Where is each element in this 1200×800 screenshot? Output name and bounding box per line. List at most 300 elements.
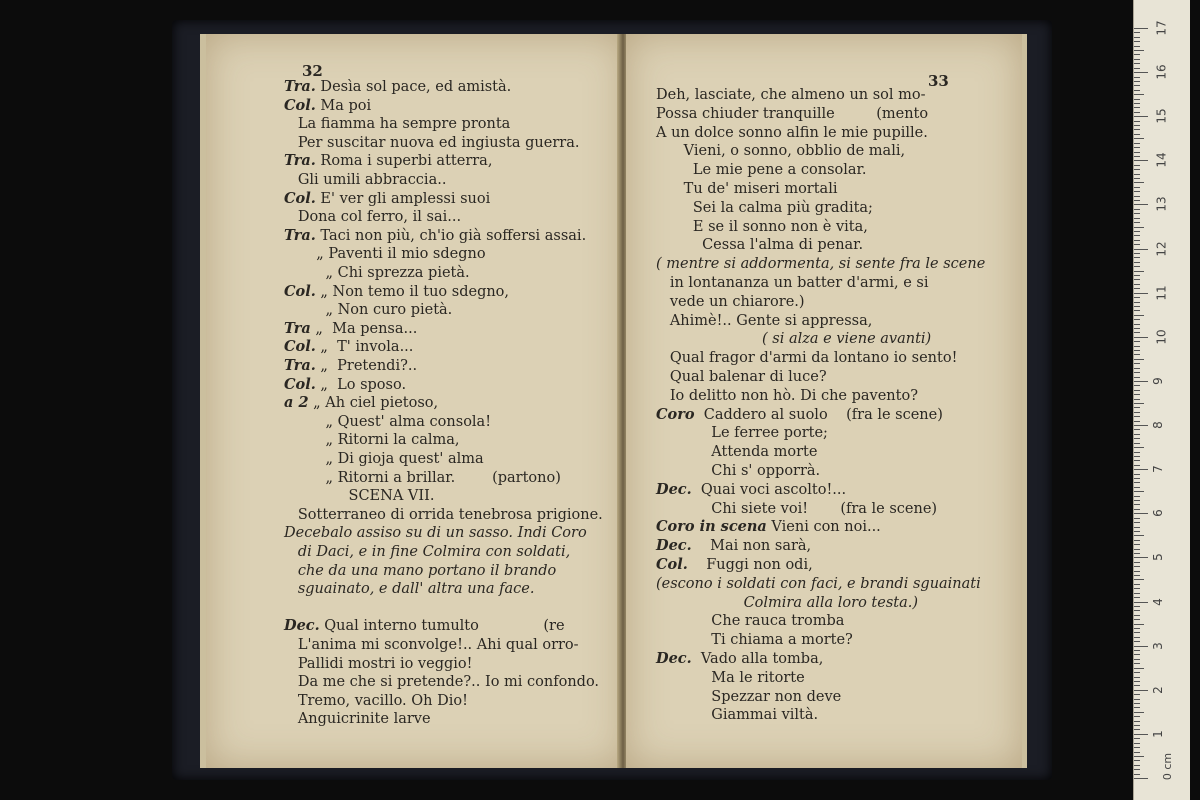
speaker-label: Col. xyxy=(284,282,316,300)
ruler-tick xyxy=(1134,332,1140,333)
ruler-tick xyxy=(1134,677,1140,678)
line-text: Chi siete voi! (fra le scene) xyxy=(656,500,938,517)
ruler-tick xyxy=(1134,257,1140,258)
line-text: Mai non sarà, xyxy=(691,538,812,555)
text-line xyxy=(284,227,586,245)
line-text: Roma i superbi atterra, xyxy=(315,153,493,170)
line-text: Vado alla tomba, xyxy=(691,651,824,667)
ruler-tick xyxy=(1134,549,1140,550)
ruler-tick xyxy=(1134,637,1140,638)
ruler-tick xyxy=(1134,685,1140,686)
line-text: L'anima mi sconvolge!.. Ahi qual orro- xyxy=(284,637,579,653)
ruler-tick xyxy=(1134,416,1140,417)
ruler-tick xyxy=(1134,641,1140,642)
ruler-tick xyxy=(1134,156,1140,157)
line-text: Deh, lasciate, che almeno un sol mo- xyxy=(656,87,926,103)
line-text: Le mie pene a consolar. xyxy=(656,162,867,179)
ruler-tick xyxy=(1134,328,1140,329)
ruler-tick xyxy=(1134,240,1140,241)
ruler-tick xyxy=(1134,116,1148,117)
speaker-label: Dec. xyxy=(656,537,692,555)
line-text: Taci non più, ch'io già soffersi assai. xyxy=(315,227,587,244)
ruler-number: 2 xyxy=(1150,685,1165,694)
text-line xyxy=(284,710,431,728)
ruler-tick xyxy=(1134,138,1144,139)
ruler-tick xyxy=(1134,77,1140,78)
line-text: Chi s' opporrà. xyxy=(656,463,821,479)
line-text: Ti chiama a morte? xyxy=(656,632,853,649)
ruler-tick xyxy=(1134,46,1140,47)
line-text: Vieni, o sonno, obblio de mali, xyxy=(656,143,906,160)
text-line xyxy=(284,134,579,152)
line-text: Tremo, vacillo. Oh Dio! xyxy=(284,692,468,709)
text-line xyxy=(284,636,579,654)
ruler-tick xyxy=(1134,760,1140,761)
ruler-tick xyxy=(1134,460,1140,461)
ruler-tick xyxy=(1134,518,1140,519)
text-line xyxy=(284,506,603,524)
line-text: Vieni con noi... xyxy=(766,519,881,536)
ruler-tick xyxy=(1134,253,1140,254)
ruler-tick xyxy=(1134,496,1140,497)
ruler-tick xyxy=(1134,94,1144,95)
line-text: Sotterraneo di orrida tenebrosa prigione. xyxy=(284,506,603,523)
text-line xyxy=(284,152,492,170)
text-line xyxy=(284,450,484,468)
text-line xyxy=(656,218,868,236)
ruler-tick xyxy=(1134,734,1148,735)
ruler-tick xyxy=(1134,200,1140,201)
ruler-tick xyxy=(1134,707,1140,708)
ruler-tick xyxy=(1134,456,1140,457)
ruler-tick xyxy=(1134,50,1144,51)
ruler-tick xyxy=(1134,213,1140,214)
ruler-tick xyxy=(1134,429,1140,430)
line-text: Qual interno tumulto (re xyxy=(319,618,565,635)
text-line xyxy=(284,673,599,691)
line-text: Decebalo assiso su di un sasso. Indi Coro xyxy=(284,525,587,542)
line-text: che da una mano portano il brando xyxy=(284,562,557,579)
text-line xyxy=(284,115,510,133)
text-line xyxy=(656,199,873,217)
line-text: „ Di gioja quest' alma xyxy=(284,451,484,467)
text-line xyxy=(656,142,905,160)
speaker-label: Tra. xyxy=(284,226,316,244)
ruler-tick xyxy=(1134,527,1140,528)
line-text: Le ferree porte; xyxy=(656,425,828,442)
line-text: „ Pretendi?.. xyxy=(315,358,418,374)
text-line xyxy=(656,293,805,311)
ruler-tick xyxy=(1134,165,1140,166)
ruler-tick xyxy=(1134,615,1140,616)
ruler-tick xyxy=(1134,178,1140,179)
line-text: Io delitto non hò. Di che pavento? xyxy=(656,387,918,404)
text-line xyxy=(284,301,452,319)
text-line xyxy=(656,500,937,518)
text-line xyxy=(656,462,820,480)
ruler-tick xyxy=(1134,602,1148,603)
ruler-number: 15 xyxy=(1154,108,1169,124)
ruler-tick xyxy=(1134,478,1140,479)
speaker-label: Dec. xyxy=(656,480,692,498)
ruler-tick xyxy=(1134,712,1144,713)
ruler-tick xyxy=(1134,399,1140,400)
speaker-label: Coro in scena xyxy=(656,518,767,536)
line-text: ( mentre si addormenta, si sente fra le scene xyxy=(656,256,986,273)
ruler-number: 1 xyxy=(1150,730,1165,738)
text-line xyxy=(284,524,587,542)
line-text: Ma le ritorte xyxy=(656,669,805,686)
ruler-tick xyxy=(1134,535,1144,536)
ruler-tick xyxy=(1134,738,1140,739)
text-line xyxy=(656,481,846,499)
line-text: Per suscitar nuova ed ingiusta guerra. xyxy=(284,134,580,151)
ruler-tick xyxy=(1134,769,1140,770)
ruler-tick xyxy=(1134,628,1140,629)
ruler-tick xyxy=(1134,341,1140,342)
ruler-tick xyxy=(1134,752,1140,753)
speaker-label: Col. xyxy=(284,338,316,356)
ruler-tick xyxy=(1134,63,1140,64)
ruler-tick xyxy=(1134,694,1140,695)
ruler-tick xyxy=(1134,504,1140,505)
ruler-tick xyxy=(1134,196,1140,197)
text-line xyxy=(284,543,570,561)
ruler-tick xyxy=(1134,275,1140,276)
ruler-tick xyxy=(1134,262,1140,263)
ruler-tick xyxy=(1134,403,1144,404)
line-text: Caddero al suolo (fra le scene) xyxy=(694,406,943,423)
ruler-tick xyxy=(1134,522,1140,523)
line-text: ( si alza e viene avanti) xyxy=(656,331,932,348)
text-line xyxy=(656,706,818,724)
text-line xyxy=(284,469,561,487)
ruler-tick xyxy=(1134,571,1140,572)
ruler-tick xyxy=(1134,244,1140,245)
text-line xyxy=(656,443,817,461)
line-text: Tu de' miseri mortali xyxy=(656,181,838,197)
ruler-number: 7 xyxy=(1150,465,1165,473)
ruler-tick xyxy=(1134,469,1148,470)
ruler-tick xyxy=(1134,619,1140,620)
speaker-label: Dec. xyxy=(656,650,692,667)
line-text: „ Ritorni a brillar. (partono) xyxy=(284,469,561,486)
ruler-tick xyxy=(1134,509,1140,510)
ruler-tick xyxy=(1134,231,1140,232)
ruler-tick xyxy=(1134,465,1140,466)
line-text: Gli umili abbraccia.. xyxy=(284,172,447,188)
ruler-tick xyxy=(1134,544,1140,545)
ruler-tick xyxy=(1134,324,1140,325)
ruler-number: 11 xyxy=(1154,285,1169,301)
ruler-tick xyxy=(1134,310,1140,311)
ruler-number: 6 xyxy=(1150,509,1165,518)
ruler-number: 3 xyxy=(1150,641,1165,650)
text-line xyxy=(656,424,828,442)
text-line xyxy=(656,556,813,574)
ruler-tick xyxy=(1134,99,1140,100)
ruler-tick xyxy=(1134,487,1140,488)
ruler-tick xyxy=(1134,227,1144,228)
text-line xyxy=(284,376,406,394)
ruler-tick xyxy=(1134,610,1140,611)
line-text: „ Chi sprezza pietà. xyxy=(284,265,470,281)
ruler-tick xyxy=(1134,337,1148,338)
speaker-label: Tra. xyxy=(284,357,316,374)
ruler-tick xyxy=(1134,725,1140,726)
ruler-tick xyxy=(1134,756,1144,757)
ruler-tick xyxy=(1134,152,1140,153)
measuring-ruler xyxy=(1133,0,1190,800)
line-text: (escono i soldati con faci, e brandi sguainati xyxy=(656,575,981,592)
ruler-tick xyxy=(1134,85,1140,86)
ruler-tick xyxy=(1134,681,1140,682)
text-line xyxy=(656,236,863,254)
ruler-tick xyxy=(1134,663,1140,664)
line-text: Fuggi non odi, xyxy=(687,557,813,573)
ruler-tick xyxy=(1134,513,1148,514)
ruler-tick xyxy=(1134,315,1144,316)
page-number: 32 xyxy=(302,62,323,80)
ruler-tick xyxy=(1134,143,1140,144)
ruler-tick xyxy=(1134,121,1140,122)
ruler-number: 13 xyxy=(1154,196,1169,213)
text-line xyxy=(284,394,438,412)
text-line xyxy=(656,330,931,348)
ruler-tick xyxy=(1134,721,1140,722)
text-line xyxy=(656,349,957,367)
ruler-tick xyxy=(1134,359,1144,360)
speaker-label: a 2 xyxy=(284,394,309,412)
ruler-tick xyxy=(1134,588,1140,589)
speaker-label: Coro xyxy=(656,405,695,423)
text-line xyxy=(284,562,556,580)
line-text: E se il sonno non è vita, xyxy=(656,218,868,235)
line-text: „ Quest' alma consola! xyxy=(284,413,492,430)
ruler-tick xyxy=(1134,129,1140,130)
line-text: Possa chiuder tranquille (mento xyxy=(656,105,929,122)
ruler-number: 9 xyxy=(1150,377,1165,385)
line-text: Desìa sol pace, ed amistà. xyxy=(315,79,512,95)
ruler-tick xyxy=(1134,284,1140,285)
text-line xyxy=(284,357,417,375)
line-text: Ma poi xyxy=(315,97,372,114)
text-line xyxy=(656,688,841,706)
ruler-number: 8 xyxy=(1150,421,1165,429)
speaker-label: Tra. xyxy=(284,152,316,170)
ruler-tick xyxy=(1134,319,1140,320)
ruler-tick xyxy=(1134,747,1140,748)
ruler-tick xyxy=(1134,584,1140,585)
speaker-label: Col. xyxy=(284,375,316,393)
ruler-tick xyxy=(1134,368,1140,369)
ruler-tick xyxy=(1134,668,1144,669)
line-text: Da me che si pretende?.. Io mi confondo. xyxy=(284,674,600,691)
ruler-tick xyxy=(1134,452,1140,453)
ruler-tick xyxy=(1134,209,1140,210)
text-line xyxy=(284,580,534,598)
line-text: „ Non temo il tuo sdegno, xyxy=(315,283,510,300)
speaker-label: Tra. xyxy=(284,78,316,95)
line-text: SCENA VII. xyxy=(284,488,435,505)
text-line xyxy=(284,190,490,208)
ruler-tick xyxy=(1134,443,1140,444)
ruler-tick xyxy=(1134,390,1140,391)
ruler-tick xyxy=(1134,553,1140,554)
text-line xyxy=(284,413,491,431)
text-line xyxy=(656,105,928,123)
text-line xyxy=(284,283,509,301)
text-line xyxy=(656,631,853,649)
line-text: „ Paventi il mio sdegno xyxy=(284,246,486,263)
ruler-tick xyxy=(1134,394,1140,395)
ruler-tick xyxy=(1134,297,1140,298)
speaker-label: Dec. xyxy=(284,617,320,635)
ruler-tick xyxy=(1134,703,1140,704)
ruler-tick xyxy=(1134,654,1140,655)
line-text: Giammai viltà. xyxy=(656,707,819,724)
ruler-tick xyxy=(1134,385,1140,386)
text-line xyxy=(656,575,981,593)
line-text: „ Ritorni la calma, xyxy=(284,432,460,449)
ruler-tick xyxy=(1134,447,1144,448)
ruler-tick xyxy=(1134,174,1140,175)
ruler-tick xyxy=(1134,690,1148,691)
ruler-tick xyxy=(1134,562,1140,563)
text-line xyxy=(656,180,837,198)
text-line xyxy=(284,208,461,226)
ruler-tick xyxy=(1134,650,1140,651)
ruler-tick xyxy=(1134,302,1140,303)
ruler-tick xyxy=(1134,279,1140,280)
ruler-tick xyxy=(1134,575,1140,576)
ruler-tick xyxy=(1134,774,1140,775)
ruler-tick xyxy=(1134,729,1140,730)
line-text: „ Ma pensa... xyxy=(310,320,418,337)
text-line xyxy=(656,255,985,273)
ruler-tick xyxy=(1134,632,1140,633)
line-text: „ Non curo pietà. xyxy=(284,302,453,319)
ruler-tick xyxy=(1134,288,1140,289)
text-line xyxy=(656,518,881,536)
text-line xyxy=(284,245,486,263)
line-text: Anguicrinite larve xyxy=(284,711,431,728)
ruler-tick xyxy=(1134,160,1148,161)
text-line xyxy=(284,338,413,356)
line-text: Spezzar non deve xyxy=(656,688,842,705)
text-line xyxy=(656,161,867,179)
ruler-tick xyxy=(1134,743,1140,744)
ruler-tick xyxy=(1134,147,1140,148)
text-line xyxy=(656,594,918,612)
text-line xyxy=(284,264,470,282)
text-line xyxy=(284,431,460,449)
ruler-number: 16 xyxy=(1154,64,1169,80)
line-text: sguainato, e dall' altra una face. xyxy=(284,581,535,598)
ruler-tick xyxy=(1134,134,1140,135)
line-text: Attenda morte xyxy=(656,444,818,461)
text-line xyxy=(656,612,844,630)
ruler-tick xyxy=(1134,204,1148,205)
ruler-tick xyxy=(1134,90,1140,91)
ruler-number: 4 xyxy=(1150,597,1165,606)
speaker-label: Col. xyxy=(284,189,316,207)
speaker-label: Tra xyxy=(284,319,311,337)
speaker-label: Col. xyxy=(284,96,316,114)
ruler-tick xyxy=(1134,107,1140,108)
ruler-tick xyxy=(1134,624,1144,625)
ruler-tick xyxy=(1134,659,1140,660)
ruler-tick xyxy=(1134,306,1140,307)
text-line xyxy=(656,669,805,687)
ruler-tick xyxy=(1134,540,1140,541)
ruler-tick xyxy=(1134,235,1140,236)
ruler-tick xyxy=(1134,381,1148,382)
ruler-tick xyxy=(1134,566,1140,567)
ruler-tick xyxy=(1134,293,1148,294)
line-text: Quai voci ascolto!... xyxy=(691,481,847,498)
text-line xyxy=(284,487,434,505)
line-text: Ahimè!.. Gente si appressa, xyxy=(656,312,873,329)
ruler-number: 14 xyxy=(1154,152,1169,168)
ruler-tick xyxy=(1134,249,1148,250)
text-line xyxy=(284,171,446,189)
ruler-tick xyxy=(1134,59,1140,60)
line-text: „ Ah ciel pietoso, xyxy=(308,395,439,412)
ruler-tick xyxy=(1134,169,1140,170)
ruler-tick xyxy=(1134,425,1148,426)
text-line xyxy=(284,320,417,338)
ruler-tick xyxy=(1134,412,1140,413)
ruler-number: 17 xyxy=(1154,20,1169,36)
ruler-tick xyxy=(1134,125,1140,126)
ruler-tick xyxy=(1134,72,1148,73)
line-text: Colmira alla loro testa.) xyxy=(656,594,919,611)
text-line xyxy=(656,368,827,386)
line-text: Sei la calma più gradita; xyxy=(656,199,873,216)
ruler-tick xyxy=(1134,271,1144,272)
ruler-tick xyxy=(1134,421,1140,422)
text-line xyxy=(656,537,811,555)
ruler-tick xyxy=(1134,531,1140,532)
ruler-tick xyxy=(1134,500,1140,501)
text-line xyxy=(656,650,823,668)
line-text: A un dolce sonno alfin le mie pupille. xyxy=(656,124,928,141)
ruler-tick xyxy=(1134,103,1140,104)
ruler-tick xyxy=(1134,112,1140,113)
ruler-tick xyxy=(1134,350,1140,351)
text-line xyxy=(656,274,929,292)
ruler-tick xyxy=(1134,474,1140,475)
ruler-tick xyxy=(1134,218,1140,219)
ruler-tick xyxy=(1134,778,1148,779)
ruler-unit: 0 cm xyxy=(1161,752,1175,781)
line-text: Pallidi mostri io veggio! xyxy=(284,655,473,672)
line-text: „ T' invola... xyxy=(315,339,414,356)
ruler-tick xyxy=(1134,372,1140,373)
ruler-tick xyxy=(1134,438,1140,439)
text-line xyxy=(656,387,918,405)
ruler-number: 5 xyxy=(1150,553,1165,562)
ruler-tick xyxy=(1134,354,1140,355)
ruler-tick xyxy=(1134,491,1144,492)
ruler-tick xyxy=(1134,699,1140,700)
text-line xyxy=(284,78,511,96)
ruler-tick xyxy=(1134,765,1140,766)
ruler-number: 12 xyxy=(1154,240,1169,257)
text-line xyxy=(656,312,872,330)
text-line xyxy=(656,86,926,104)
